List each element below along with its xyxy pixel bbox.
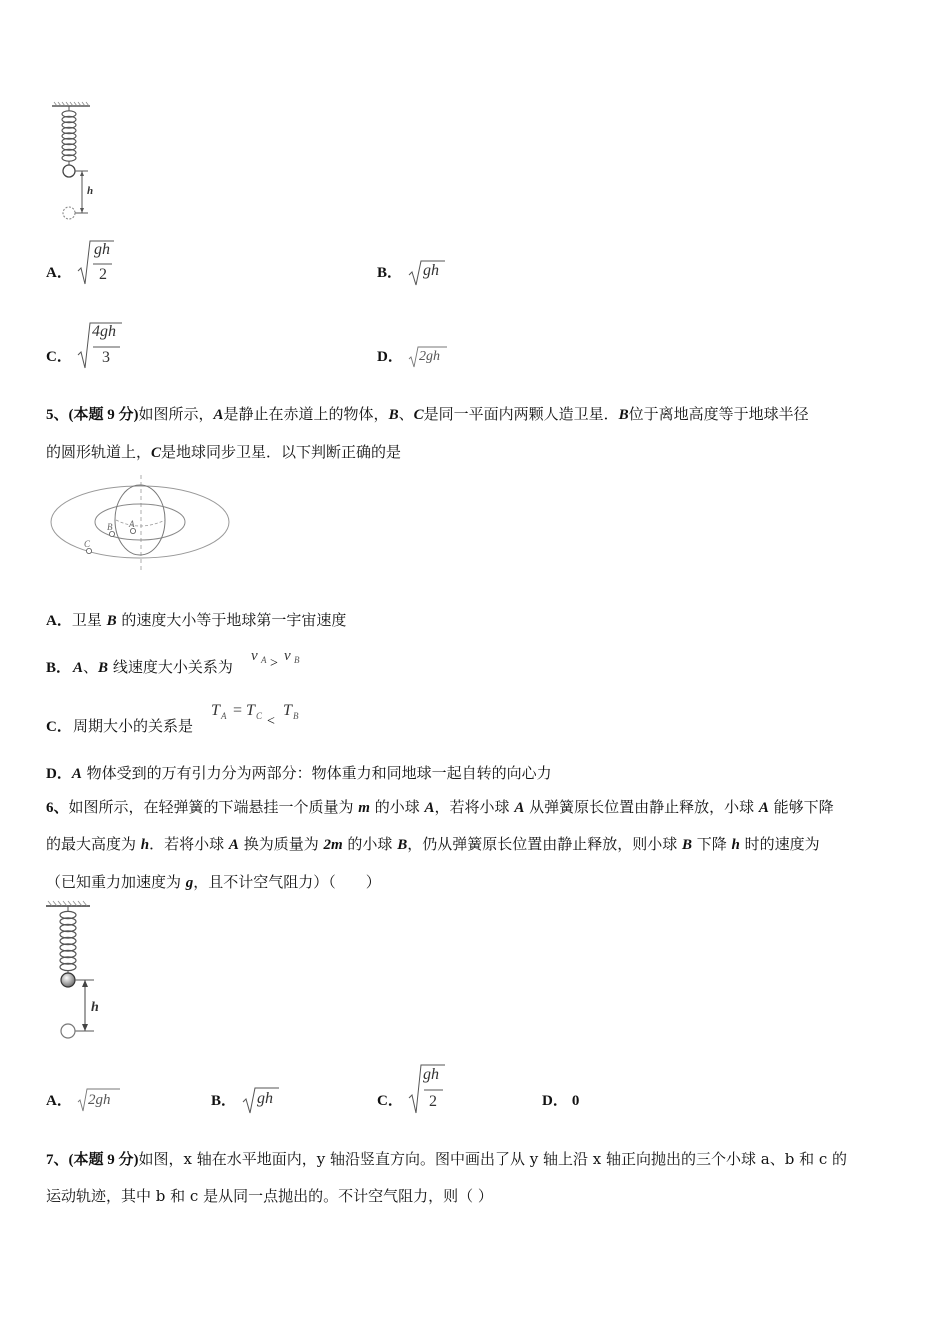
q4-option-c-label: C．: [46, 349, 72, 365]
spring1-h-label: h: [87, 185, 94, 197]
orbit-label-a: A: [129, 519, 135, 529]
q5-c-subC: C: [256, 711, 263, 721]
spring-figure-1: [48, 100, 108, 225]
q5-c-eq: =: [233, 702, 243, 719]
q4-option-d-label: D．: [377, 349, 403, 365]
spring2-h-label: h: [91, 1000, 99, 1015]
q7-line-2: 运动轨迹，其中 b 和 c 是从同一点抛出的。不计空气阻力，则（ ）: [46, 1187, 493, 1205]
q7-line-1: 7、(本题 9 分)如图，x 轴在水平地面内，y 轴沿竖直方向。图中画出了从 y 轴上沿 x 轴正向抛出的三个小球 a、b 和 c 的: [46, 1150, 848, 1168]
q5-b-vA: v: [251, 648, 258, 664]
q5-c-subB: B: [293, 711, 299, 721]
q5-b-subA: A: [261, 655, 267, 665]
q4-option-a-label: A．: [46, 265, 72, 281]
q6-line-2: 的最大高度为 h．若将小球 A 换为质量为 2m 的小球 B，仍从弹簧原长位置由静止释放，则小球 B 下降 h 时的速度为: [46, 835, 820, 853]
q4-option-b-expr: gh: [423, 262, 439, 279]
q4-option-a-num: gh: [94, 241, 110, 258]
q5-c-TC: T: [246, 702, 255, 719]
q5-c-TA: T: [211, 702, 220, 719]
q4-option-c-den: 3: [102, 349, 110, 366]
q6-line-3: （已知重力加速度为 g，且不计空气阻力）（ ）: [46, 873, 381, 891]
spring-figure-2: [44, 898, 110, 1044]
q5-line-1: 5、(本题 9 分)如图所示，A是静止在赤道上的物体，B、C是同一平面内两颗人造卫星．B位于离地高度等于地球半径: [46, 405, 809, 423]
q5-c-lt: <: [267, 714, 275, 729]
q5-b-gt: >: [270, 656, 278, 671]
q4-option-b-label: B．: [377, 265, 403, 281]
q5-line-2: 的圆形轨道上，C是地球同步卫星．以下判断正确的是: [46, 443, 402, 461]
q4-option-c-num: 4gh: [92, 323, 116, 340]
orbit-figure: [48, 472, 233, 572]
q5-option-d[interactable]: D．A 物体受到的万有引力分为两部分：物体重力和同地球一起自转的向心力: [46, 764, 552, 782]
q5-b-subB: B: [294, 655, 300, 665]
orbit-label-b: B: [107, 522, 113, 532]
q6-option-d[interactable]: D． 0: [542, 1093, 580, 1109]
q4-option-a-den: 2: [99, 266, 107, 283]
q6-line-1: 6、如图所示，在轻弹簧的下端悬挂一个质量为 m 的小球 A，若将小球 A 从弹簧原长位置由静止释放，小球 A 能够下降: [46, 798, 834, 816]
q5-c-TB: T: [283, 702, 292, 719]
q5-b-vB: v: [284, 648, 291, 664]
q5-option-a[interactable]: A．卫星 B 的速度大小等于地球第一宇宙速度: [46, 611, 347, 629]
q5-c-subA: A: [221, 711, 227, 721]
orbit-label-c: C: [84, 539, 91, 549]
q4-option-d-expr: 2gh: [419, 349, 440, 364]
